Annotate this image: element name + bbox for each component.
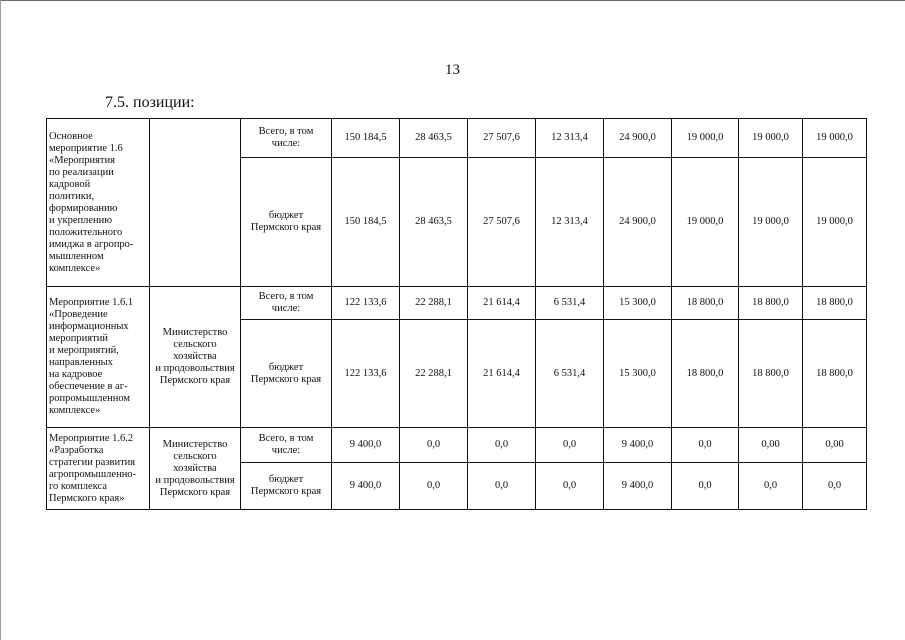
amount-cell: 19 000,0 [803,119,867,158]
amount-cell: 22 288,1 [400,320,468,428]
amount-cell: 18 800,0 [803,287,867,320]
table-row [47,428,867,463]
amount-cell: 6 531,4 [536,320,604,428]
amount-cell: 0,0 [468,428,536,463]
amount-cell: 19 000,0 [672,119,739,158]
amount-cell: 150 184,5 [332,158,400,287]
amount-cell: 12 313,4 [536,119,604,158]
amount-cell: 9 400,0 [604,463,672,510]
amount-cell: 0,00 [739,428,803,463]
amount-cell: 6 531,4 [536,287,604,320]
funding-source: бюджет Пермского края [241,158,332,287]
amount-cell: 21 614,4 [468,287,536,320]
funding-source: бюджет Пермского края [241,463,332,510]
amount-cell: 0,0 [536,463,604,510]
amount-cell: 150 184,5 [332,119,400,158]
page-top-edge [0,0,905,1]
executor: Министерство сельского хозяйства и продовольствия Пермского края [150,287,241,428]
funding-source: Всего, в том числе: [241,428,332,463]
amount-cell: 19 000,0 [739,119,803,158]
amount-cell: 27 507,6 [468,119,536,158]
amount-cell: 9 400,0 [332,463,400,510]
funding-source: Всего, в том числе: [241,287,332,320]
amount-cell: 0,0 [739,463,803,510]
amount-cell: 122 133,6 [332,320,400,428]
amount-cell: 19 000,0 [739,158,803,287]
program-table [46,118,867,510]
amount-cell: 18 800,0 [672,287,739,320]
amount-cell: 0,00 [803,428,867,463]
page-left-edge [0,0,1,640]
amount-cell: 24 900,0 [604,119,672,158]
amount-cell: 12 313,4 [536,158,604,287]
amount-cell: 21 614,4 [468,320,536,428]
amount-cell: 0,0 [672,463,739,510]
amount-cell: 0,0 [400,428,468,463]
table-row [47,119,867,158]
activity-name: Мероприятие 1.6.2 «Разработка стратегии развития агропромышленно- го комплекса Пермского края» [47,428,150,510]
funding-source: бюджет Пермского края [241,320,332,428]
executor: Министерство сельского хозяйства и продовольствия Пермского края [150,428,241,510]
amount-cell: 0,0 [468,463,536,510]
amount-cell: 28 463,5 [400,119,468,158]
amount-cell: 24 900,0 [604,158,672,287]
amount-cell: 9 400,0 [604,428,672,463]
amount-cell: 122 133,6 [332,287,400,320]
activity-name: Мероприятие 1.6.1 «Проведение информационных мероприятий и мероприятий, направленных на кадровое обеспечение в аг- ропромышленном комплексе» [47,287,150,428]
amount-cell: 0,0 [672,428,739,463]
executor [150,119,241,287]
amount-cell: 9 400,0 [332,428,400,463]
amount-cell: 19 000,0 [672,158,739,287]
amount-cell: 15 300,0 [604,287,672,320]
funding-source: Всего, в том числе: [241,119,332,158]
amount-cell: 15 300,0 [604,320,672,428]
amount-cell: 0,0 [536,428,604,463]
section-title: 7.5. позиции: [105,94,195,111]
amount-cell: 18 800,0 [672,320,739,428]
amount-cell: 27 507,6 [468,158,536,287]
amount-cell: 18 800,0 [739,320,803,428]
amount-cell: 0,0 [400,463,468,510]
page-number: 13 [445,62,460,78]
amount-cell: 28 463,5 [400,158,468,287]
amount-cell: 22 288,1 [400,287,468,320]
amount-cell: 0,0 [803,463,867,510]
table-row [47,287,867,320]
amount-cell: 19 000,0 [803,158,867,287]
amount-cell: 18 800,0 [739,287,803,320]
activity-name: Основное мероприятие 1.6 «Мероприятия по реализации кадровой политики, формированию и укреплению положительного имиджа в агропро- мышленном комплексе» [47,119,150,287]
amount-cell: 18 800,0 [803,320,867,428]
